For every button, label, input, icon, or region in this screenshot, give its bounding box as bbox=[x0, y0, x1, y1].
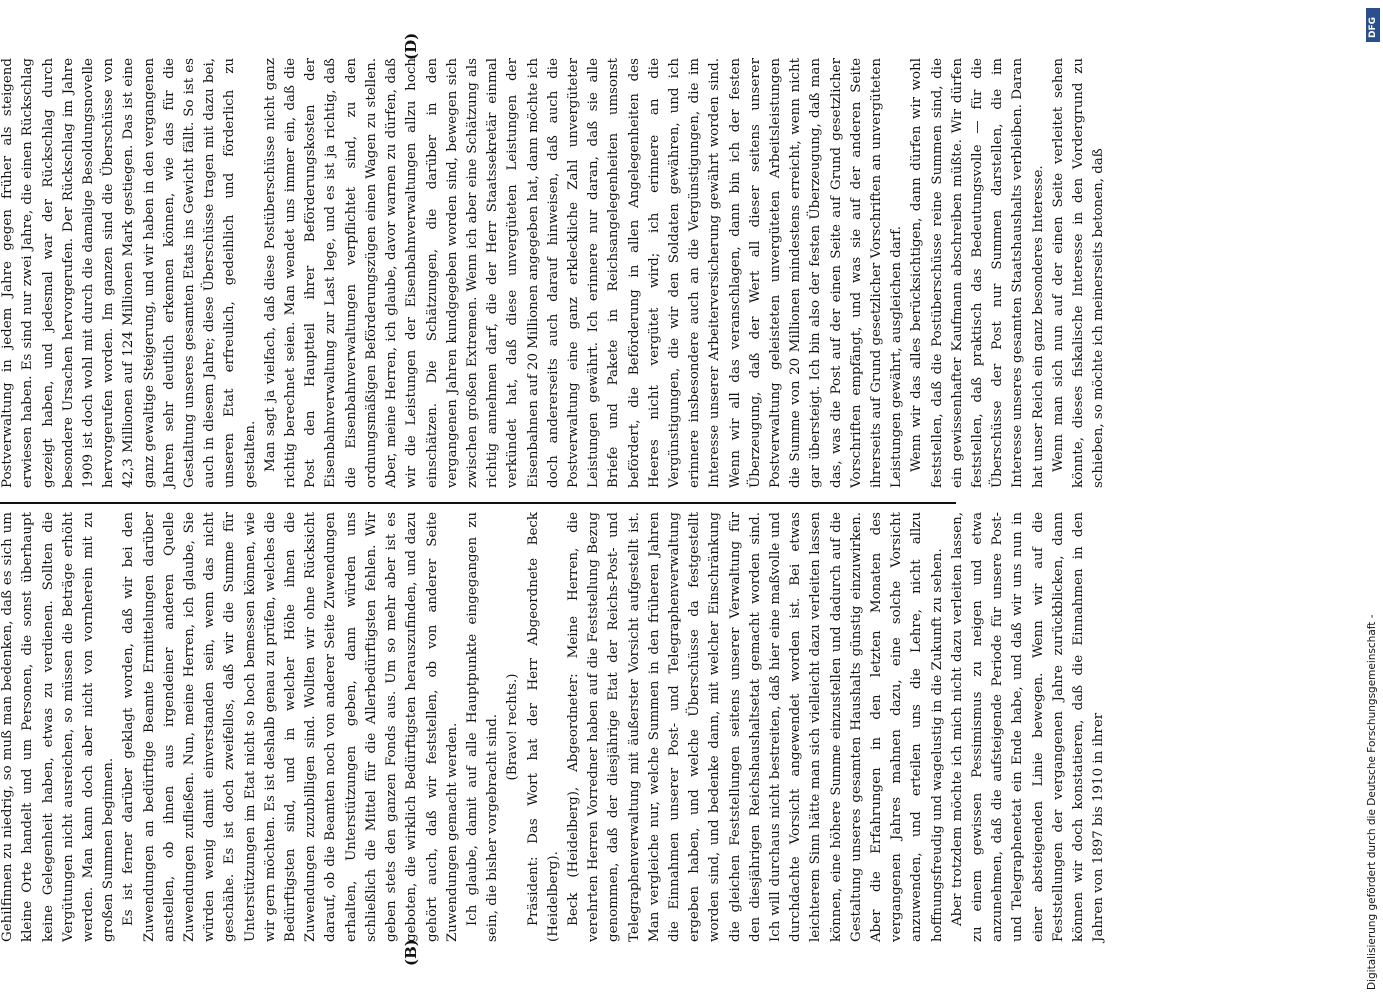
paragraph: Man sagt ja vielfach, daß diese Postüberschüsse nicht ganz richtig berechnet seien. Man wendet uns immer ein, daß die Post den Hauptteil ihrer Beförderungskosten der Eisenbahnverwaltung zur Last lege, und es ist ja richtig, daß die Eisenbahnverwaltungen verpflichtet sind, zu den ordnungsmäßigen Beförderungszügen einen Wagen zu stellen. Aber, meine Herren, ich glaube, davor warnen zu dürfen, daß wir die Leistungen der Eisenbahnverwaltungen allzu hoch einschätzen. Die Schätzungen, die darüber in den vergangenen Jahren kundgegeben worden sind, bewegen sich zwischen großen Extremen. Wenn ich aber eine Schätzung als richtig annehmen darf, die der Herr Staatssekretär einmal verkündet hat, daß diese unvergüteten Leistungen der Eisenbahnen auf 20 Millionen angegeben hat, dann möchte ich doch andererseits auch darauf hinweisen, daß auch die Postverwaltung eine ganz erkleckliche Zahl unvergüteter Leistungen gewährt. Ich erinnere nur daran, daß sie alle Briefe und Pakete in Reichsangelegenheiten umsonst befördert, die Beförderung in allen Angelegenheiten des Heeres nicht vergütet wird; ich erinnere an die Vergünstigungen, die wir den Soldaten gewähren, und ich erinnere insbesondere auch an die Vergünstigungen, die im Interesse unserer Arbeiterversicherung gewährt worden sind. Wenn wir all das veranschlagen, dann bin ich der festen Überzeugung, daß der Wert all dieser seitens unserer Postverwaltung geleisteten unvergüteten Arbeitsleistungen die Summe von 20 Millionen mindestens erreicht, wenn nicht gar übersteigt. Ich bin also der festen Überzeugung, daß man das, was die Post auf der einen Seite auf Grund gesetzlicher Vorschriften empfängt, und was sie auf der anderen Seite ihrerseits auf Grund gesetzlicher Vorschriften an unvergüteten Leistungen gewährt, ausgleichen darf. bbox=[262, 58, 905, 488]
paragraph: Wenn wir das alles berücksichtigen, dann dürfen wir wohl feststellen, daß die Postüberschüsse reine Summen sind, die ein gewissenhafter Kaufmann abschreiben müßte. Wir dürfen feststellen, daß praktisch das Bedeutungsvolle — für die Überschüsse der Post nur Summen darstellen, die im Interesse unseres gesamten Staatshaushalts verbleiben. Daran hat unser Reich ein ganz besonderes Interesse. bbox=[909, 58, 1046, 488]
paragraph: Wenn man sich nun auf der einen Seite verleitet sehen könnte, dieses fiskalische Interesse in den Vordergrund zu schieben, so möchte ich meinerseits betonen, daß bbox=[1050, 58, 1107, 488]
president-line: Präsident: Das Wort hat der Herr Abgeordnete Beck (Heidelberg). bbox=[525, 512, 561, 942]
margin-marker-d: (D) bbox=[402, 32, 420, 60]
left-text-column bbox=[0, 512, 1107, 942]
digitization-credit: Digitalisierung gefördert durch die Deutsche Forschungsgemeinschaft - bbox=[1366, 614, 1378, 990]
rotated-newspaper-page bbox=[0, 20, 1107, 980]
margin-marker-b: (B) bbox=[402, 939, 420, 966]
dfg-logo: DFG bbox=[1366, 8, 1380, 42]
paragraph: Aber trotzdem möchte ich mich nicht dazu verleiten lassen, zu einem gewissen Pessimismus zu neigen und etwa anzunehmen, daß die aufsteigende Periode für unsere Post- und Telegraphenetat ein Ende habe, und daß wir uns nun in einer absteigenden Linie bewegen. Wenn wir auf die Feststellungen der vergangenen Jahre zurückblicken, dann können wir doch konstatieren, daß die Einnahmen in den Jahren von 1897 bis 1910 in ihrer bbox=[949, 512, 1107, 942]
paragraph: Es ist ferner darüber geklagt worden, daß wir bei den Zuwendungen an bedürftige Beamte Ermittelungen darüber anstellen, ob ihnen aus irgendeiner anderen Quelle Zuwendungen zufließen. Nun, meine Herren, ich glaube, Sie würden wenig damit einverstanden sein, wenn das nicht geschähe. Es ist doch zweifellos, daß wir die Summe für Unterstützungen im Etat nicht so hoch bemessen können, wie wir gern möchten. Es ist deshalb genau zu prüfen, welches die Bedürftigsten sind, und in welcher Höhe ihnen die Zuwendungen zuzubilligen sind. Wollten wir ohne Rücksicht darauf, ob die Beamten noch von anderer Seite Zuwendungen erhalten, Unterstützungen geben, dann würden uns schließlich die Mittel für die Allerbedürftigsten fehlen. Wir geben stets den ganzen Fonds aus. Um so mehr aber ist es geboten, die wirklich Bedürftigsten herauszufinden, und dazu gehört auch, daß wir feststellen, ob von anderer Seite Zuwendungen gemacht werden. bbox=[121, 512, 460, 942]
paragraph: Postverwaltung in jedem Jahre gegen früher als steigend erwiesen haben. Es sind nur zwei Jahre, die einen Rückschlag gezeigt haben, und jedesmal war der Rückschlag durch besondere Ursachen hervorgerufen. Der Rückschlag im Jahre 1909 ist doch wohl mit durch die damalige Besoldungsnovelle hervorgerufen worden. Im ganzen sind die Überschüsse von 42,3 Millionen auf 124 Millionen Mark gestiegen. Das ist eine ganz gewaltige Steigerung, und wir haben in den vergangenen Jahren sehr deutlich erkennen können, wie das für die Gestaltung unseres gesamten Etats ins Gewicht fällt. So ist es auch in diesem Jahre; diese Überschüsse tragen mit dazu bei, unseren Etat erfreulich, gedeihlich und förderlich zu gestalten. bbox=[0, 58, 258, 488]
paragraph: Ich glaube, damit auf alle Hauptpunkte eingegangen zu sein, die bisher vorgebracht sind. bbox=[464, 512, 501, 942]
paragraph: Beck (Heidelberg), Abgeordneter: Meine Herren, die verehrten Herren Vorredner haben auf die Feststellung Bezug genommen, daß der diesjährige Etat der Reichs-Post- und Telegraphenverwaltung mit äußerster Vorsicht aufgestellt ist. Man vergleiche nur, welche Summen in den früheren Jahren die Einnahmen unserer Post- und Telegraphenverwaltung ergeben haben, und welche Überschüsse da festgestellt worden sind, und bedenke dann, mit welcher Einschränkung die gleichen Feststellungen seitens unserer Verwaltung für den diesjährigen Reichshaushaltsetat gemacht worden sind. Ich will durchaus nicht bestreiten, daß hier eine maßvolle und durchdachte Vorsicht angewendet worden ist. Bei etwas leichterem Sinn hätte man sich vielleicht dazu verleiten lassen können, eine höhere Summe einzustellen und dadurch auf die Gestaltung unseres gesamten Haushalts günstig einzuwirken. Aber die Erfahrungen in den letzten Monaten des vergangenen Jahres mahnen dazu, eine solche Vorsicht anzuwenden, und erteilen uns die Lehre, nicht allzu hoffnungsfreudig und wagelustig in die Zukunft zu sehen. bbox=[565, 512, 945, 942]
applause-note: (Bravo! rechts.) bbox=[505, 673, 521, 781]
paragraph: Gehilfinnen zu niedrig, so muß man bedenken, daß es sich um kleine Orte handelt und um Personen, die sonst überhaupt keine Gelegenheit haben, etwas zu verdienen. Sollten die Vergütungen nicht ausreichen, so müssen die Beträge erhöht werden. Man kann doch aber nicht von vornherein mit zu großen Summen beginnen. bbox=[0, 512, 117, 942]
right-text-column bbox=[0, 58, 1107, 488]
column-divider bbox=[0, 502, 956, 504]
